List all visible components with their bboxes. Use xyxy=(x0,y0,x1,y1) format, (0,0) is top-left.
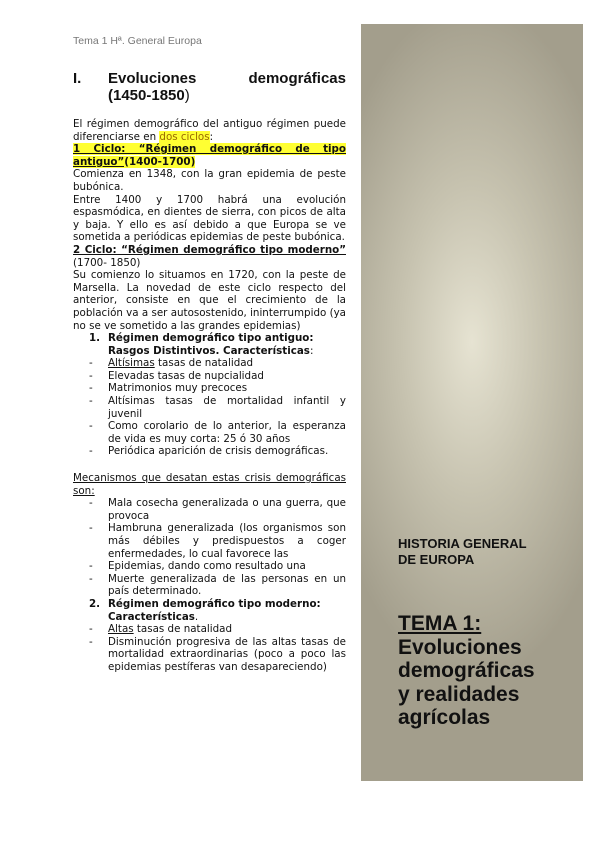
section-number: I. xyxy=(73,70,82,87)
list-item: - Epidemias, dando como resultado una xyxy=(108,560,346,573)
topic-title-line4: agrícolas xyxy=(398,706,491,729)
list-item xyxy=(108,636,346,674)
list-item-text: tasas de natalidad xyxy=(133,623,232,636)
list-item xyxy=(108,382,346,395)
subsection-1-colon: : xyxy=(309,344,314,357)
list-item xyxy=(108,420,346,445)
running-header: Tema 1 Hª. General Europa xyxy=(73,35,202,47)
subsection-1-heading xyxy=(89,332,346,357)
intro-paragraph xyxy=(73,118,346,143)
list-item-text: Altísimas tasas de mortalidad infantil y juvenil xyxy=(108,395,346,420)
topic-number: TEMA 1: xyxy=(398,612,482,635)
intro-text: El régimen demográfico del antiguo régimen puede diferenciarse en xyxy=(73,118,346,143)
section-title-word2: demográficas xyxy=(248,70,346,87)
section-heading xyxy=(73,70,346,104)
list-item xyxy=(108,357,346,370)
list-item: - Mala cosecha generalizada o una guerra, que provoca xyxy=(108,497,346,522)
list-item-text: Matrimonios muy precoces xyxy=(108,382,248,395)
main-content xyxy=(73,70,346,674)
cycle1-heading-a: 1 Ciclo: “Régimen demográfico de tipo antiguo” xyxy=(73,143,346,168)
list-item-underlined: Altas xyxy=(108,623,134,636)
subsection-2-heading xyxy=(89,598,346,623)
intro-highlight: dos ciclos xyxy=(159,130,210,143)
section-title-dates: (1450-1850 xyxy=(108,87,185,104)
subsection-2-dot: . xyxy=(194,610,199,623)
cycle1-heading-b: (1400-1700) xyxy=(124,155,196,168)
list-item-text: Periódica aparición de crisis demográficas. xyxy=(108,445,329,458)
intro-colon: : xyxy=(209,130,214,143)
section-title-paren: ) xyxy=(184,87,190,104)
cycle2-heading-a: 2 Ciclo: “Régimen demográfico tipo moderno” xyxy=(73,243,346,256)
list-item-text: Elevadas tasas de nupcialidad xyxy=(108,369,264,382)
list-item xyxy=(108,445,346,458)
mechanisms-title: Mecanismos que desatan estas crisis demográficas son: xyxy=(73,472,346,497)
subject-title xyxy=(398,536,568,568)
subsection-1-number: 1. xyxy=(89,332,101,345)
topic-title-line1: Evoluciones xyxy=(398,635,522,659)
subsection-2-number: 2. xyxy=(89,597,101,610)
list-item xyxy=(108,370,346,383)
cycle2-heading-b: (1700- 1850) xyxy=(73,256,141,269)
subsection-1-title: Régimen demográfico tipo antiguo: Rasgos Distintivos. Características xyxy=(108,332,314,357)
list-item-underlined: Altísimas xyxy=(108,357,155,370)
topic-title xyxy=(398,612,578,730)
subsection-2-list xyxy=(73,623,346,673)
list-item xyxy=(108,395,346,420)
topic-title-line3: y realidades xyxy=(398,682,520,706)
mechanisms-list xyxy=(73,497,346,598)
list-item-text: Disminución progresiva de las altas tasas de mortalidad extraordinarias (poco a poco las epidemias pestíferas van desapareciendo) xyxy=(108,635,346,673)
cycle1-heading xyxy=(73,143,346,168)
cycle2-heading xyxy=(73,244,346,269)
section-title-word1: Evoluciones xyxy=(108,70,197,87)
cycle1-paragraph-2: Entre 1400 y 1700 habrá una evolución espasmódica, en dientes de sierra, con picos de alta y baja. Y ello es así debido a que Europa se ve sometida a periódicas epidemias de peste bubónica. xyxy=(73,193,346,244)
topic-title-line2: demográficas xyxy=(398,659,535,682)
subject-title-line2: DE EUROPA xyxy=(398,552,475,567)
subsection-2-title: Régimen demográfico tipo moderno: Características xyxy=(108,597,321,623)
cycle1-paragraph-1: Comienza en 1348, con la gran epidemia de peste bubónica. xyxy=(73,168,346,193)
subsection-1-list xyxy=(73,357,346,458)
subject-title-line1: HISTORIA GENERAL xyxy=(398,536,527,551)
list-item-text: tasas de natalidad xyxy=(154,357,254,370)
list-item: - Hambruna generalizada (los organismos son más débiles y predispuestos a coger enfermedades, lo cual favorece las xyxy=(108,522,346,560)
cycle2-paragraph-1: Su comienzo lo situamos en 1720, con la peste de Marsella. La novedad de este ciclo respecto del anterior, consiste en que el crecimiento de la población va a ser autosostenido, ininterrumpido (ya no se ve sometido a las grandes epidemias) xyxy=(73,269,346,332)
list-item xyxy=(108,623,346,636)
list-item: - Muerte generalizada de las personas en un país determinado. xyxy=(108,573,346,598)
list-item-text: Como corolario de lo anterior, la esperanza de vida es muy corta: 25 ó 30 años xyxy=(108,420,346,445)
